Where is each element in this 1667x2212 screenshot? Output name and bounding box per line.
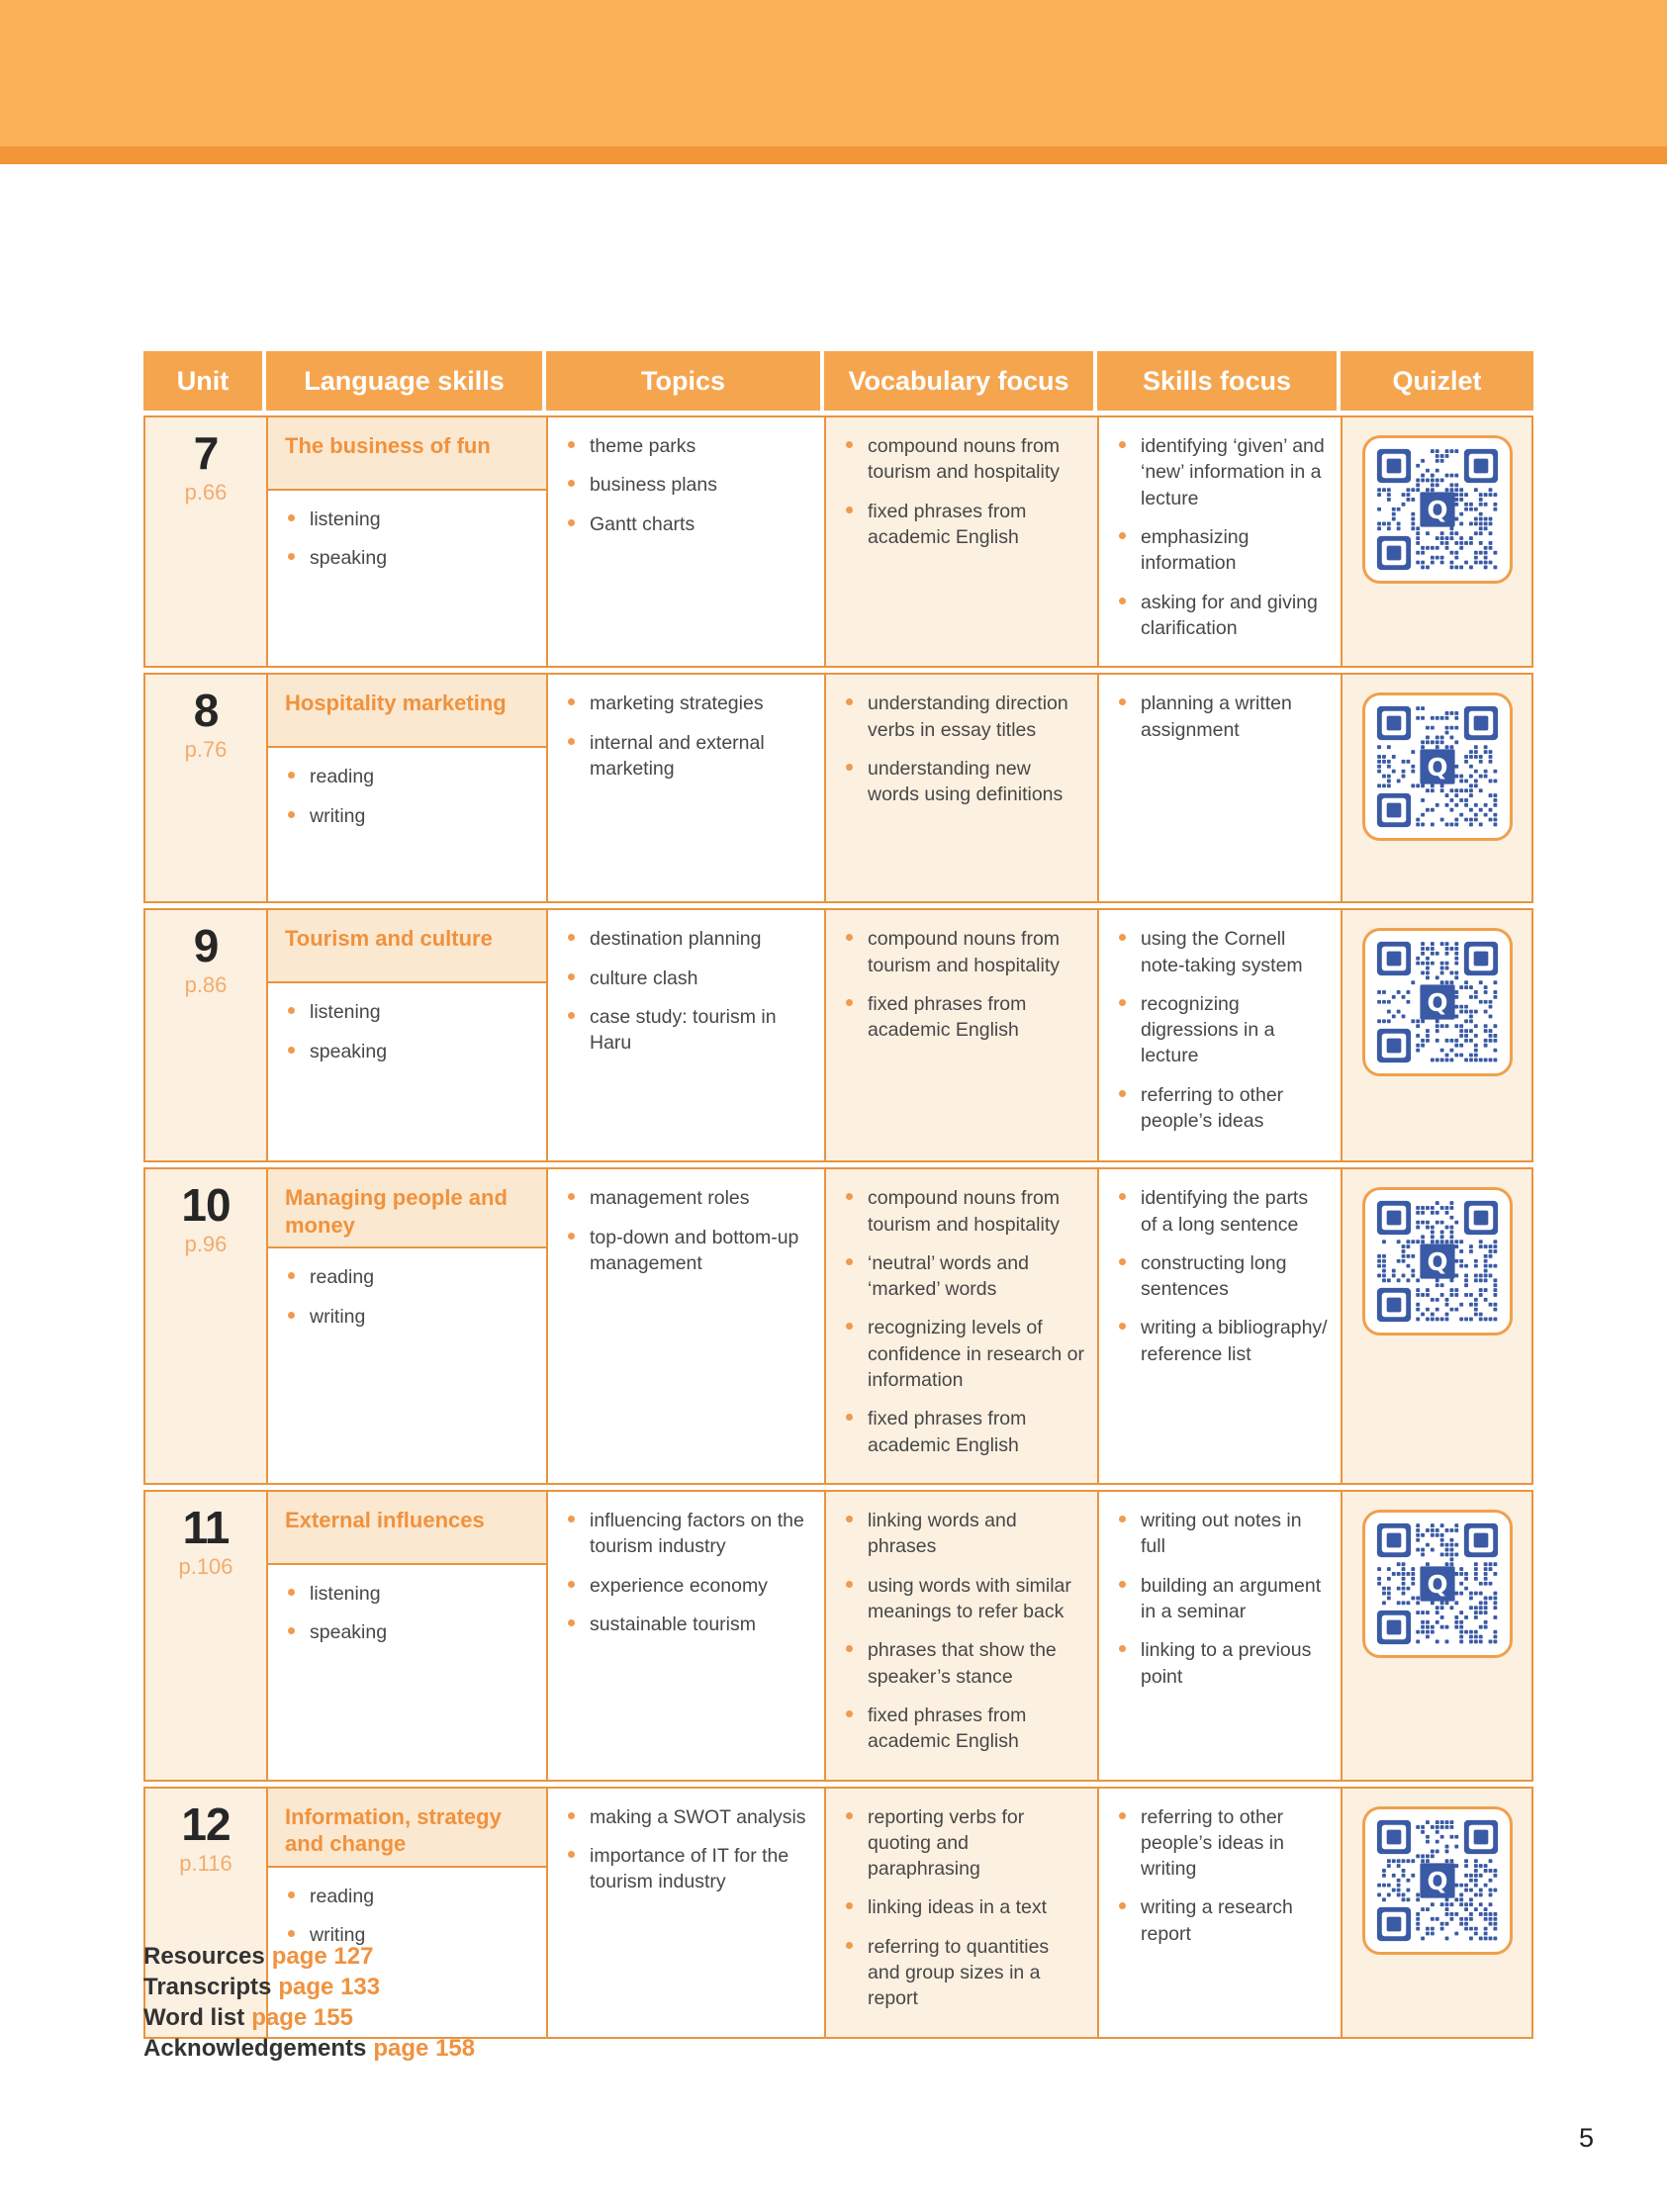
bullet-item: referring to quantities and group sizes in a report bbox=[838, 1934, 1085, 2012]
table-header-row bbox=[143, 351, 1533, 411]
bullet-item: compound nouns from tourism and hospitality bbox=[838, 433, 1085, 486]
bullet-item: culture clash bbox=[560, 966, 812, 991]
column-header-skills-focus: Skills focus bbox=[1097, 351, 1341, 411]
unit-page-ref: p.86 bbox=[184, 972, 228, 998]
table-row bbox=[143, 673, 1533, 903]
bullet-item: linking ideas in a text bbox=[838, 1894, 1085, 1920]
svg-text:Q: Q bbox=[1427, 1866, 1447, 1895]
bullet-item: management roles bbox=[560, 1185, 812, 1211]
bullet-item: referring to other people’s ideas bbox=[1111, 1082, 1329, 1135]
bullet-item: planning a written assignment bbox=[1111, 691, 1329, 743]
vocabulary-focus-cell bbox=[824, 910, 1097, 1160]
vocabulary-focus-cell bbox=[824, 1169, 1097, 1483]
topics-list bbox=[548, 1169, 824, 1301]
quizlet-cell bbox=[1341, 675, 1531, 901]
footer-page-ref[interactable]: page 158 bbox=[373, 2035, 476, 2062]
bullet-item: constructing long sentences bbox=[1111, 1250, 1329, 1303]
quizlet-qr-code[interactable] bbox=[1362, 692, 1513, 841]
bullet-item: phrases that show the speaker’s stance bbox=[838, 1637, 1085, 1690]
bullet-item: influencing factors on the tourism industry bbox=[560, 1508, 812, 1560]
language-skills-list bbox=[268, 748, 546, 854]
qr-code-icon bbox=[1372, 1197, 1503, 1326]
unit-page-ref: p.96 bbox=[184, 1232, 228, 1257]
bullet-item: top-down and bottom-up management bbox=[560, 1225, 812, 1277]
bullet-item: identifying the parts of a long sentence bbox=[1111, 1185, 1329, 1238]
footer-page-ref[interactable]: page 155 bbox=[251, 2004, 353, 2031]
bullet-item: reporting verbs for quoting and paraphrasing bbox=[838, 1804, 1085, 1883]
vocabulary-list bbox=[826, 1169, 1097, 1483]
unit-cell bbox=[145, 417, 266, 666]
bullet-item: writing out notes in full bbox=[1111, 1508, 1329, 1560]
qr-code-icon bbox=[1372, 1816, 1503, 1945]
unit-title: The business of fun bbox=[268, 417, 546, 491]
bullet-item: speaking bbox=[280, 545, 534, 571]
bullet-item: using words with similar meanings to refer back bbox=[838, 1573, 1085, 1625]
vocabulary-list bbox=[826, 1492, 1097, 1780]
table-row bbox=[143, 1167, 1533, 1485]
quizlet-qr-code[interactable] bbox=[1362, 1510, 1513, 1658]
bullet-item: importance of IT for the tourism industry bbox=[560, 1843, 812, 1895]
language-skills-list bbox=[268, 1248, 546, 1354]
qr-code-icon bbox=[1372, 1520, 1503, 1648]
bullet-item: linking to a previous point bbox=[1111, 1637, 1329, 1690]
table-body bbox=[143, 415, 1533, 2039]
bullet-item: writing a bibliography/ reference list bbox=[1111, 1315, 1329, 1367]
footer-page-ref[interactable]: page 133 bbox=[278, 1974, 381, 2000]
footer-page-ref[interactable]: page 127 bbox=[271, 1943, 374, 1970]
skills-focus-list bbox=[1099, 417, 1341, 666]
bullet-item: fixed phrases from academic English bbox=[838, 991, 1085, 1044]
vocabulary-focus-cell bbox=[824, 675, 1097, 901]
vocabulary-focus-cell bbox=[824, 1492, 1097, 1780]
bullet-item: experience economy bbox=[560, 1573, 812, 1599]
quizlet-qr-code[interactable] bbox=[1362, 1187, 1513, 1336]
svg-text:Q: Q bbox=[1427, 753, 1447, 783]
bullet-item: theme parks bbox=[560, 433, 812, 459]
column-header-unit: Unit bbox=[143, 351, 266, 411]
table-row bbox=[143, 415, 1533, 668]
footer-resources bbox=[143, 1941, 475, 1972]
skills-focus-list bbox=[1099, 1169, 1341, 1392]
bullet-item: reading bbox=[280, 1264, 534, 1290]
quizlet-cell bbox=[1341, 910, 1531, 1160]
footer-label: Transcripts bbox=[143, 1974, 272, 2000]
bullet-item: marketing strategies bbox=[560, 691, 812, 716]
unit-cell bbox=[145, 1169, 266, 1483]
bullet-item: fixed phrases from academic English bbox=[838, 499, 1085, 551]
skills-focus-cell bbox=[1097, 1169, 1341, 1483]
unit-title: Information, strategy and change bbox=[268, 1789, 546, 1868]
skills-focus-list bbox=[1099, 1492, 1341, 1714]
bullet-item: listening bbox=[280, 1581, 534, 1607]
svg-text:Q: Q bbox=[1427, 496, 1447, 525]
skills-focus-list bbox=[1099, 675, 1341, 768]
unit-page-ref: p.76 bbox=[184, 737, 228, 763]
top-decorative-band bbox=[0, 0, 1667, 146]
unit-title: Managing people and money bbox=[268, 1169, 546, 1248]
topics-cell bbox=[546, 675, 824, 901]
svg-text:Q: Q bbox=[1427, 988, 1447, 1018]
qr-code-icon bbox=[1372, 445, 1503, 574]
skills-focus-cell bbox=[1097, 1789, 1341, 2037]
bullet-item: asking for and giving clarification bbox=[1111, 590, 1329, 642]
bullet-item: understanding new words using definitions bbox=[838, 756, 1085, 808]
bullet-item: internal and external marketing bbox=[560, 730, 812, 783]
table-row bbox=[143, 1490, 1533, 1782]
footer-label: Word list bbox=[143, 2004, 245, 2031]
footer-label: Resources bbox=[143, 1943, 265, 1970]
bullet-item: making a SWOT analysis bbox=[560, 1804, 812, 1830]
svg-text:Q: Q bbox=[1427, 1247, 1447, 1277]
unit-title: Tourism and culture bbox=[268, 910, 546, 983]
qr-code-icon bbox=[1372, 938, 1503, 1066]
bullet-item: recognizing levels of confidence in research or information bbox=[838, 1315, 1085, 1393]
unit-number: 12 bbox=[181, 1797, 231, 1850]
topics-cell bbox=[546, 1169, 824, 1483]
bullet-item: speaking bbox=[280, 1619, 534, 1645]
unit-number: 8 bbox=[193, 685, 219, 737]
bullet-item: ‘neutral’ words and ‘marked’ words bbox=[838, 1250, 1085, 1303]
unit-title: Hospitality marketing bbox=[268, 675, 546, 748]
footer-transcripts bbox=[143, 1972, 475, 2002]
topics-cell bbox=[546, 910, 824, 1160]
topics-cell bbox=[546, 1789, 824, 2037]
bullet-item: writing bbox=[280, 1304, 534, 1330]
top-band-strip bbox=[0, 146, 1667, 164]
bullet-item: linking words and phrases bbox=[838, 1508, 1085, 1560]
footer-acknowledgements bbox=[143, 2033, 475, 2064]
skills-focus-list bbox=[1099, 1789, 1341, 1973]
bullet-item: reading bbox=[280, 764, 534, 789]
topics-list bbox=[548, 910, 824, 1080]
topics-cell bbox=[546, 417, 824, 666]
column-header-quizlet: Quizlet bbox=[1341, 351, 1533, 411]
language-skills-cell bbox=[266, 910, 546, 1160]
bullet-item: recognizing digressions in a lecture bbox=[1111, 991, 1329, 1069]
quizlet-cell bbox=[1341, 1789, 1531, 2037]
unit-number: 10 bbox=[181, 1179, 231, 1232]
unit-cell bbox=[145, 1492, 266, 1780]
quizlet-cell bbox=[1341, 1169, 1531, 1483]
skills-focus-cell bbox=[1097, 675, 1341, 901]
topics-cell bbox=[546, 1492, 824, 1780]
quizlet-qr-code[interactable] bbox=[1362, 1806, 1513, 1955]
unit-cell bbox=[145, 675, 266, 901]
topics-list bbox=[548, 675, 824, 806]
skills-focus-cell bbox=[1097, 417, 1341, 666]
footer-links bbox=[143, 1941, 475, 2064]
bullet-item: speaking bbox=[280, 1039, 534, 1064]
bullet-item: writing a research report bbox=[1111, 1894, 1329, 1947]
unit-number: 7 bbox=[193, 427, 219, 479]
unit-number: 9 bbox=[193, 920, 219, 972]
language-skills-cell bbox=[266, 675, 546, 901]
table-row bbox=[143, 908, 1533, 1162]
unit-page-ref: p.106 bbox=[178, 1554, 233, 1580]
language-skills-cell bbox=[266, 417, 546, 666]
column-header-topics: Topics bbox=[546, 351, 824, 411]
vocabulary-focus-cell bbox=[824, 417, 1097, 666]
bullet-item: compound nouns from tourism and hospitality bbox=[838, 1185, 1085, 1238]
footer-word-list bbox=[143, 2002, 475, 2033]
page-number: 5 bbox=[1579, 2123, 1595, 2153]
bullet-item: writing bbox=[280, 803, 534, 829]
skills-focus-cell bbox=[1097, 1492, 1341, 1780]
bullet-item: understanding direction verbs in essay titles bbox=[838, 691, 1085, 743]
unit-title: External influences bbox=[268, 1492, 546, 1565]
vocabulary-list bbox=[826, 417, 1097, 575]
language-skills-cell bbox=[266, 1169, 546, 1483]
column-header-language-skills: Language skills bbox=[266, 351, 546, 411]
topics-list bbox=[548, 1492, 824, 1662]
bullet-item: listening bbox=[280, 507, 534, 532]
bullet-item: fixed phrases from academic English bbox=[838, 1406, 1085, 1458]
quizlet-qr-code[interactable] bbox=[1362, 928, 1513, 1076]
contents-table bbox=[143, 351, 1533, 2039]
unit-page-ref: p.66 bbox=[184, 480, 228, 506]
bullet-item: referring to other people’s ideas in writing bbox=[1111, 1804, 1329, 1883]
language-skills-list bbox=[268, 983, 546, 1089]
bullet-item: destination planning bbox=[560, 926, 812, 952]
language-skills-list bbox=[268, 491, 546, 597]
bullet-item: case study: tourism in Haru bbox=[560, 1004, 812, 1057]
vocabulary-list bbox=[826, 675, 1097, 832]
skills-focus-list bbox=[1099, 910, 1341, 1158]
bullet-item: business plans bbox=[560, 472, 812, 498]
bullet-item: reading bbox=[280, 1884, 534, 1909]
bullet-item: Gantt charts bbox=[560, 511, 812, 537]
language-skills-list bbox=[268, 1565, 546, 1671]
vocabulary-list bbox=[826, 1789, 1097, 2037]
svg-text:Q: Q bbox=[1427, 1570, 1447, 1600]
unit-cell bbox=[145, 910, 266, 1160]
bullet-item: listening bbox=[280, 999, 534, 1025]
vocabulary-list bbox=[826, 910, 1097, 1067]
footer-label: Acknowledgements bbox=[143, 2035, 367, 2062]
vocabulary-focus-cell bbox=[824, 1789, 1097, 2037]
skills-focus-cell bbox=[1097, 910, 1341, 1160]
qr-code-icon bbox=[1372, 702, 1503, 831]
quizlet-cell bbox=[1341, 417, 1531, 666]
bullet-item: emphasizing information bbox=[1111, 524, 1329, 577]
unit-page-ref: p.116 bbox=[179, 1850, 232, 1876]
bullet-item: identifying ‘given’ and ‘new’ information in a lecture bbox=[1111, 433, 1329, 511]
bullet-item: fixed phrases from academic English bbox=[838, 1703, 1085, 1755]
topics-list bbox=[548, 1789, 824, 1920]
bullet-item: sustainable tourism bbox=[560, 1612, 812, 1637]
column-header-vocabulary-focus: Vocabulary focus bbox=[824, 351, 1097, 411]
topics-list bbox=[548, 417, 824, 562]
unit-number: 11 bbox=[182, 1502, 230, 1553]
bullet-item: using the Cornell note-taking system bbox=[1111, 926, 1329, 978]
language-skills-cell bbox=[266, 1492, 546, 1780]
bullet-item: compound nouns from tourism and hospitality bbox=[838, 926, 1085, 978]
bullet-item: writing bbox=[280, 1922, 534, 1948]
quizlet-cell bbox=[1341, 1492, 1531, 1780]
bullet-item: building an argument in a seminar bbox=[1111, 1573, 1329, 1625]
quizlet-qr-code[interactable] bbox=[1362, 435, 1513, 584]
